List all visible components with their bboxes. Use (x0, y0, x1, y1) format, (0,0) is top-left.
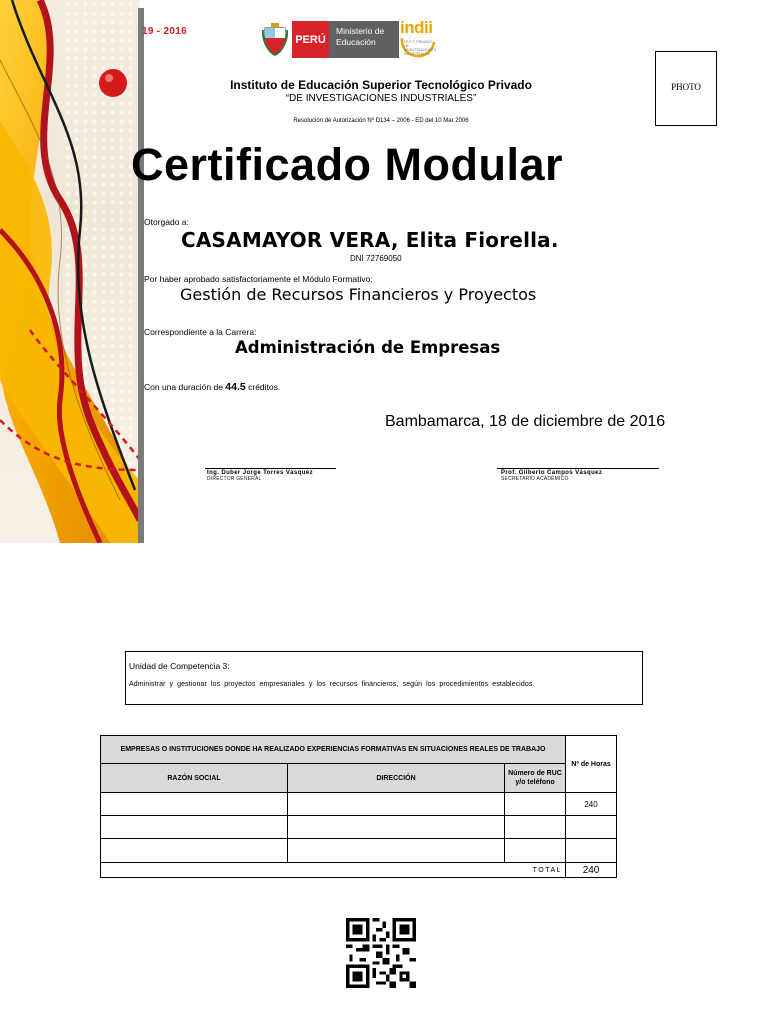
ruc-column-header: Número de RUC y/o teléfono (505, 764, 566, 793)
signatory-name: Ing. Duber Jorge Torres Vásquez (207, 470, 313, 476)
indii-logo (398, 18, 440, 58)
indii-logo-text: indii (400, 18, 433, 37)
granted-to-label: Otorgado a: (144, 217, 189, 227)
signatory-role: SECRETARIO ACADÉMICO (501, 476, 569, 482)
peru-logo: PERÚ (292, 21, 329, 58)
module-label: Por haber aprobado satisfactoriamente el Módulo Formativo: (144, 274, 373, 284)
address-cell (288, 816, 505, 839)
address-cell (288, 793, 505, 816)
place-and-date: Bambamarca, 18 de diciembre de 2016 (385, 413, 666, 430)
competency-description: Administrar y gestionar los proyectos empresariales y los recursos financieros, según los procedimientos establecidos. (129, 681, 535, 688)
duration-suffix: créditos. (248, 382, 281, 392)
signature-director (205, 468, 336, 482)
ruc-cell (505, 839, 566, 863)
ministry-of-education-logo: Ministerio de Educación (329, 21, 399, 58)
recipient-dni: DNI 72769050 (350, 254, 402, 263)
total-hours: 240 (566, 863, 617, 878)
table-row (101, 793, 617, 816)
career-label: Correspondiente a la Carrera: (144, 327, 257, 337)
total-label: TOTAL (101, 863, 566, 878)
competency-unit-box (125, 651, 643, 705)
hours-cell (566, 839, 617, 863)
institute-subtitle: “DE INVESTIGACIONES INDUSTRIALES” (285, 93, 477, 104)
institute-name: Instituto de Educación Superior Tecnológico Privado (230, 78, 532, 92)
ruc-cell (505, 816, 566, 839)
certificate-title: Certificado Modular (131, 139, 564, 190)
signature-line (205, 468, 336, 469)
duration-prefix: Con una duración de (144, 382, 223, 392)
ruc-cell (505, 793, 566, 816)
year-range: 19 - 2016 (142, 26, 187, 37)
signatory-role: DIRECTOR GENERAL (207, 476, 262, 482)
signature-line (497, 468, 659, 469)
decorative-border-artwork (0, 0, 140, 543)
duration-line (144, 381, 280, 393)
peru-coat-of-arms-icon (262, 22, 288, 56)
wave-ornament (0, 0, 140, 543)
company-cell (101, 816, 288, 839)
formative-experience-table (100, 735, 617, 878)
career-name: Administración de Empresas (235, 338, 501, 357)
photo-placeholder: PHOTO (655, 51, 717, 126)
table-row (101, 816, 617, 839)
competency-title: Unidad de Competencia 3: (129, 661, 230, 671)
table-main-header: EMPRESAS O INSTITUCIONES DONDE HA REALIZADO EXPERIENCIAS FORMATIVAS EN SITUACIONES REALES DE TRABAJO (101, 736, 566, 764)
qr-code-icon (346, 918, 416, 988)
signatory-name: Prof. Gilberto Campos Vásquez (501, 470, 603, 476)
address-cell (288, 839, 505, 863)
company-cell (101, 839, 288, 863)
recipient-name: CASAMAYOR VERA, Elita Fiorella. (181, 228, 559, 252)
address-column-header: DIRECCIÓN (288, 764, 505, 793)
company-column-header: RAZÓN SOCIAL (101, 764, 288, 793)
indii-logo-subtext: I.E.S.T. PRIVADO DE INVESTIGACIONES INDUSTRIALES (404, 40, 437, 56)
duration-credits: 44.5 (225, 381, 246, 393)
table-row (101, 839, 617, 863)
module-name: Gestión de Recursos Financieros y Proyectos (180, 285, 537, 304)
company-cell (101, 793, 288, 816)
hours-cell (566, 816, 617, 839)
hours-cell: 240 (566, 793, 617, 816)
hours-header: Nº de Horas (566, 736, 617, 793)
authorization-resolution: Resolución de Autorización Nº D134 – 2006 - ED del 10 Mar 2006 (293, 118, 469, 124)
signature-secretary (497, 468, 659, 482)
